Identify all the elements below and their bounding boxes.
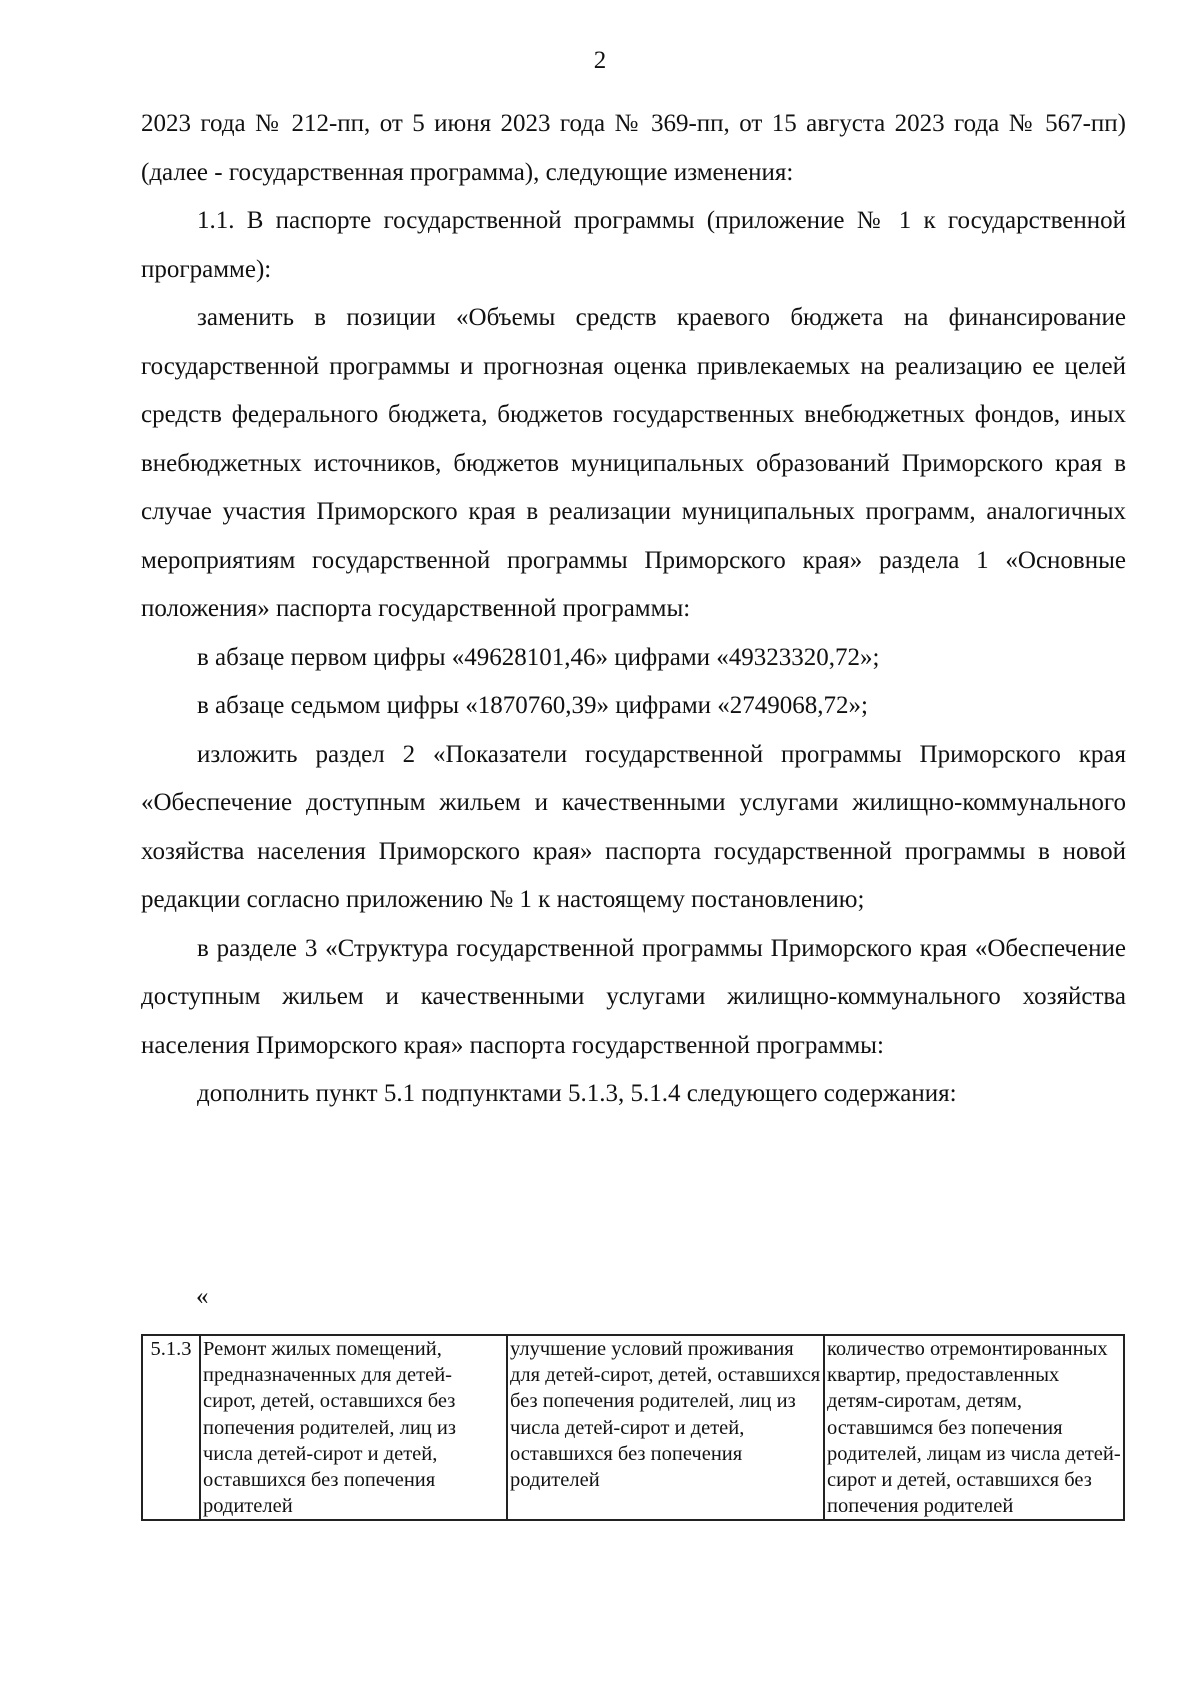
page-number: 2 (593, 47, 607, 74)
body-paragraph: в абзаце седьмом цифры «1870760,39» цифрами «2749068,72»; (197, 692, 868, 719)
amendment-table-body (142, 1335, 1124, 1520)
amendment-table (141, 1334, 1125, 1521)
document-body (141, 100, 1126, 1119)
activity-name-cell: Ремонт жилых помещений, предназначенных для детей-сирот, детей, оставшихся без попечения родителей, лиц из числа детей-сирот и детей, оставшихся без попечения родителей (200, 1335, 507, 1520)
goal-cell: улучшение условий проживания для детей-сирот, детей, оставшихся без попечения родителей, лиц из числа детей-сирот и детей, оставшихся без попечения родителей (507, 1335, 824, 1520)
indicator-cell: количество отремонтированных квартир, предоставленных детям-сиротам, детям, оставшимся без попечения родителей, лицам из числа детей-сирот и детей, оставшихся без попечения родителей (824, 1335, 1124, 1520)
body-paragraph: изложить раздел 2 «Показатели государственной программы Приморского края «Обеспечение доступным жильем и качественными услугами жилищно-коммунального хозяйства населения Приморского края» паспорта государственной программы в новой редакции согласно приложению № 1 к настоящему постановлению; (141, 740, 1126, 913)
table-row (142, 1335, 1124, 1520)
body-paragraph: заменить в позиции «Объемы средств краевого бюджета на финансирование государственной программы и прогнозная оценка привлекаемых на реализацию ее целей средств федерального бюджета, бюджетов государственных внебюджетных фондов, иных внебюджетных источников, бюджетов муниципальных образований Приморского края в случае участия Приморского края в реализации муниципальных программ, аналогичных мероприятиям государственной программы Приморского края» раздела 1 «Основные положения» паспорта государственной программы: (141, 304, 1126, 622)
body-paragraph: 2023 года № 212-пп, от 5 июня 2023 года № 369-пп, от 15 августа 2023 года № 567-пп) (далее - государственная программа), следующие изменения: (141, 110, 1126, 186)
body-paragraph: в разделе 3 «Структура государственной программы Приморского края «Обеспечение доступным жильем и качественными услугами жилищно-коммунального хозяйства населения Приморского края» паспорта государственной программы: (141, 934, 1126, 1059)
body-paragraph: дополнить пункт 5.1 подпунктами 5.1.3, 5.1.4 следующего содержания: (197, 1080, 957, 1107)
body-paragraph: 1.1. В паспорте государственной программы (приложение № 1 к государственной программе): (141, 207, 1126, 283)
item-number-cell: 5.1.3 (142, 1335, 200, 1520)
body-paragraph: в абзаце первом цифры «49628101,46» цифрами «49323320,72»; (197, 643, 880, 671)
opening-quote-mark: « (196, 1283, 209, 1310)
